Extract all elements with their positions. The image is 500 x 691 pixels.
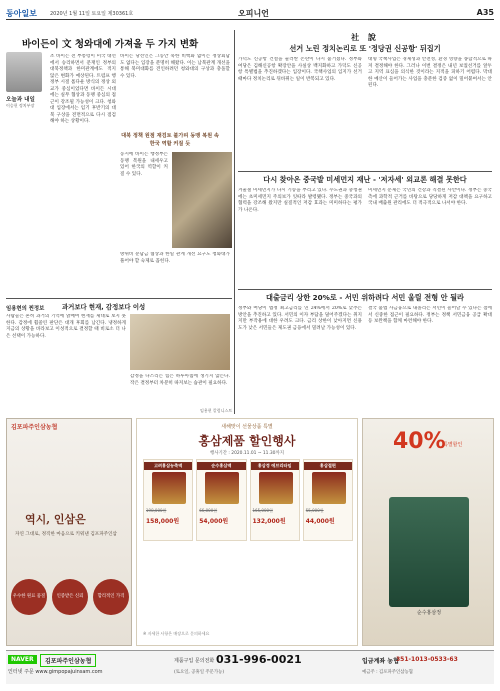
column-pull-quote: 대북 정책 원점 재검토 불가피 동맹 복원 속 한국 역할 커질 듯 bbox=[121, 133, 219, 147]
gift-product-name: 순수홍삼정 bbox=[416, 610, 442, 616]
product-name: 홍삼정 에브리타임 bbox=[251, 462, 299, 470]
product-original-price: 55,000원 bbox=[305, 508, 324, 513]
column-photo bbox=[172, 152, 232, 248]
editorial-2-body-a: 겨울철 미세먼지가 다시 기승을 부리고 있다. 수도권과 충청권에는 초미세먼지 주의보가 잇따라 발령됐다. 정부는 중국과의 협력을 강조해 왔지만 실질적인 저감 효과는 미미하다는 평가가 나온다. bbox=[238, 188, 362, 213]
editorial-title: 社 說 bbox=[351, 33, 379, 42]
discount-percent: 40% bbox=[393, 429, 446, 454]
page-number: A35 bbox=[476, 8, 494, 17]
column2-byline: 임용현의 찐정보 bbox=[6, 306, 45, 312]
gift-box-icon bbox=[389, 497, 469, 607]
ad-sale-panel[interactable] bbox=[136, 418, 358, 646]
editorial-headline-3: 대출금리 상한 20%로 - 서민 위하려다 서민 울릴 전형 안 될라 bbox=[266, 293, 464, 302]
section-name: 오피니언 bbox=[238, 9, 269, 18]
product-card[interactable] bbox=[196, 459, 246, 541]
product-name: 홍삼절편 bbox=[304, 462, 352, 470]
phone-number[interactable]: 031-996-0021 bbox=[216, 653, 302, 666]
editorial-3-body-a: 정부와 여당이 법정 최고금리를 연 24%에서 20%로 낮추는 방안을 추진하고 있다. 서민의 이자 부담을 덜어주겠다는 취지지만 부작용에 대한 우려도 크다. 금리 상한이 낮아지면 신용도가 낮은 서민들은 제도권 금융에서 밀려날 가능성이 있다. bbox=[238, 306, 362, 331]
divider bbox=[238, 289, 492, 290]
editorial-2-body-b: 미세먼지 문제는 국민의 건강과 직결된 사안이다. 정부는 중국 측에 과학적 근거를 바탕으로 당당하게 저감 대책을 요구하고 국내 배출원 관리에도 더 적극적으로 나서야 한다. bbox=[368, 188, 492, 207]
product-name: 순수홍삼액 bbox=[197, 462, 245, 470]
product-original-price: 165,000원 bbox=[252, 508, 273, 513]
ad-brand-panel[interactable] bbox=[6, 418, 132, 646]
masthead bbox=[6, 8, 494, 20]
column2-photo bbox=[130, 314, 230, 370]
ad-footer-bar bbox=[6, 650, 494, 684]
product-original-price: 198,000원 bbox=[146, 508, 167, 513]
ad-badge: 인증받은 신뢰 bbox=[52, 579, 88, 615]
column-headline: 바이든이 文 청와대에 가져올 두 가지 변화 bbox=[22, 39, 199, 50]
divider bbox=[6, 298, 232, 299]
product-sale-price: 54,000원 bbox=[199, 518, 229, 525]
product-sale-price: 44,000원 bbox=[305, 518, 335, 525]
author-photo bbox=[6, 52, 42, 92]
editorial-1-body-b: 대형 국책사업은 경제성과 안전성, 환경 영향을 종합적으로 따져 결정해야 한다. 그러나 이번 결정은 내년 보궐선거를 앞두고 지역 표심을 의식한 것이라는 지적을 피하기 어렵다. 막대한 예산이 들어가는 사업을 충분한 검증 없이 밀어붙여서는 안 된다. bbox=[368, 57, 492, 89]
column-divider bbox=[234, 30, 235, 414]
order-url[interactable]: 인터넷 주문 www.gimpopajuinsam.com bbox=[8, 669, 103, 675]
column-body-4: 방위비 분담금 협상과 한일 관계 개선 요구도 청와대가 풀어야 할 숙제로 꼽힌다. bbox=[120, 252, 230, 264]
product-card[interactable] bbox=[303, 459, 353, 541]
product-grid bbox=[143, 459, 353, 541]
ad-tagline: 자연 그대로, 정직한 마음으로 키워낸 김포파주인삼 bbox=[15, 532, 117, 537]
product-card[interactable] bbox=[250, 459, 300, 541]
newspaper-logo: 동아일보 bbox=[6, 9, 37, 18]
editorial-3-body-b: 결국 불법 사금융으로 내몰리는 서민이 늘어날 수 있다는 점에서 신중한 접근이 필요하다. 정부는 정책 서민금융 공급 확대 등 보완책을 함께 마련해야 한다. bbox=[368, 306, 492, 325]
column2-body-2: 감정을 다스리는 힘은 하루아침에 생기지 않는다. 작은 결정부터 차분히 따져보는 습관이 필요하다. bbox=[130, 374, 230, 386]
column-body-2: 바이든 당선인은 그동안 북한 비핵화 없이는 정상회담도 없다는 입장을 분명히 해왔다. 이는 남북관계 개선을 통해 북미대화를 견인하려던 청와대의 구상과 충돌할 수 있다. bbox=[120, 54, 230, 79]
product-box-icon bbox=[205, 472, 239, 504]
editorial-headline-1: 선거 노린 정치논리로 또 '정당권 신공항' 뒤집기 bbox=[289, 44, 441, 53]
product-card[interactable] bbox=[143, 459, 193, 541]
discount-label: 특별할인 bbox=[443, 442, 463, 448]
product-sale-price: 158,000원 bbox=[146, 518, 180, 525]
ad-sale-kicker: 새해맞이 선물상품 특별 bbox=[221, 424, 273, 430]
ad-slogan: 역시, 인삼은 bbox=[25, 513, 86, 526]
phone-note: (토요일, 공휴일 주문가능) bbox=[174, 670, 225, 675]
ad-badge: 우수한 원료 품질 bbox=[11, 579, 47, 615]
product-name: 고려홍삼농축액 bbox=[144, 462, 192, 470]
ad-sale-title: 홍삼제품 할인행사 bbox=[198, 434, 296, 448]
product-box-icon bbox=[312, 472, 346, 504]
naver-logo: NAVER bbox=[8, 655, 37, 664]
product-box-icon bbox=[259, 472, 293, 504]
author-role: 이승헌 정치부장 bbox=[6, 103, 35, 108]
ad-sale-period: 행사기간 : 2020.11.01 ~ 11.30까지 bbox=[210, 451, 284, 456]
product-sale-price: 132,000원 bbox=[252, 518, 286, 525]
divider bbox=[238, 171, 492, 172]
ad-disclaimer: ※ 자세한 사항은 매장으로 문의하세요 bbox=[143, 631, 210, 636]
editorial-1-body-a: 가덕도 신공항 건설을 둘러싼 논란이 다시 불거졌다. 정부와 여당은 김해신공항 확장안을 사실상 백지화하고 가덕도 신공항 특별법을 추진하겠다는 입장이다. 국책사업의 입지가 선거 때마다 정치논리로 뒤바뀌는 일이 반복되고 있다. bbox=[238, 57, 362, 82]
column2-headline: 과거보다 현재, 감정보다 이성 bbox=[62, 303, 146, 311]
column-body-3: 동시에 바이든 행정부는 동맹 복원을 내세우고 있어 한국의 역할이 커질 수 있다. bbox=[120, 152, 168, 177]
phone-label: 제품구입 문의전화 bbox=[174, 658, 215, 664]
product-box-icon bbox=[152, 472, 186, 504]
author-name: 오늘과 내일 bbox=[6, 97, 35, 103]
product-original-price: 66,000원 bbox=[199, 508, 218, 513]
column-body-1: 조 바이든 전 부통령이 미국 대선에서 승리하면서 문재인 정부의 대북정책과 한미관계에도 적지 않은 변화가 예상된다. 트럼프 행정부 시절 톱다운 방식의 정상 외교가 중심이었다면 바이든 시대에는 실무 협상과 동맹 중심의 접근이 강조될 가능성이 크다. 청와대 입장에서는 임기 후반기의 대북 구상을 전면적으로 다시 점검해야 하는 상황이다. bbox=[50, 54, 116, 125]
search-keyword-box[interactable]: 김포파주인삼농협 bbox=[40, 654, 96, 667]
author-box bbox=[6, 52, 46, 108]
bank-label: 입금계좌 농협 bbox=[362, 658, 399, 665]
ad-brand-name: 김포파주인삼농협 bbox=[11, 424, 58, 431]
column2-body: 사람들은 흔히 과거의 기억에 얽매여 현재를 제대로 보지 못한다. 감정에 휩쓸린 판단은 대개 후회를 남긴다. 냉정하게 지금의 상황을 바라보고 이성적으로 결정할 때 비로소 더 나은 선택이 가능하다. bbox=[6, 314, 126, 339]
account-holder: 예금주 : 김포파주인삼농협 bbox=[362, 670, 413, 675]
issue-date: 2020년 1월 11일 토요일 제30361호 bbox=[50, 11, 134, 17]
editorial-headline-2: 다시 찾아온 중국발 미세먼지 재난 - '저자세' 외교론 해결 못한다 bbox=[263, 175, 467, 184]
column2-meta: 임용현 칼럼니스트 bbox=[200, 408, 233, 413]
ad-discount-panel[interactable] bbox=[362, 418, 494, 646]
ad-badges bbox=[11, 579, 129, 615]
bank-account: 351-1013-0533-63 bbox=[396, 656, 458, 663]
ad-badge: 합리적인 가격 bbox=[93, 579, 129, 615]
